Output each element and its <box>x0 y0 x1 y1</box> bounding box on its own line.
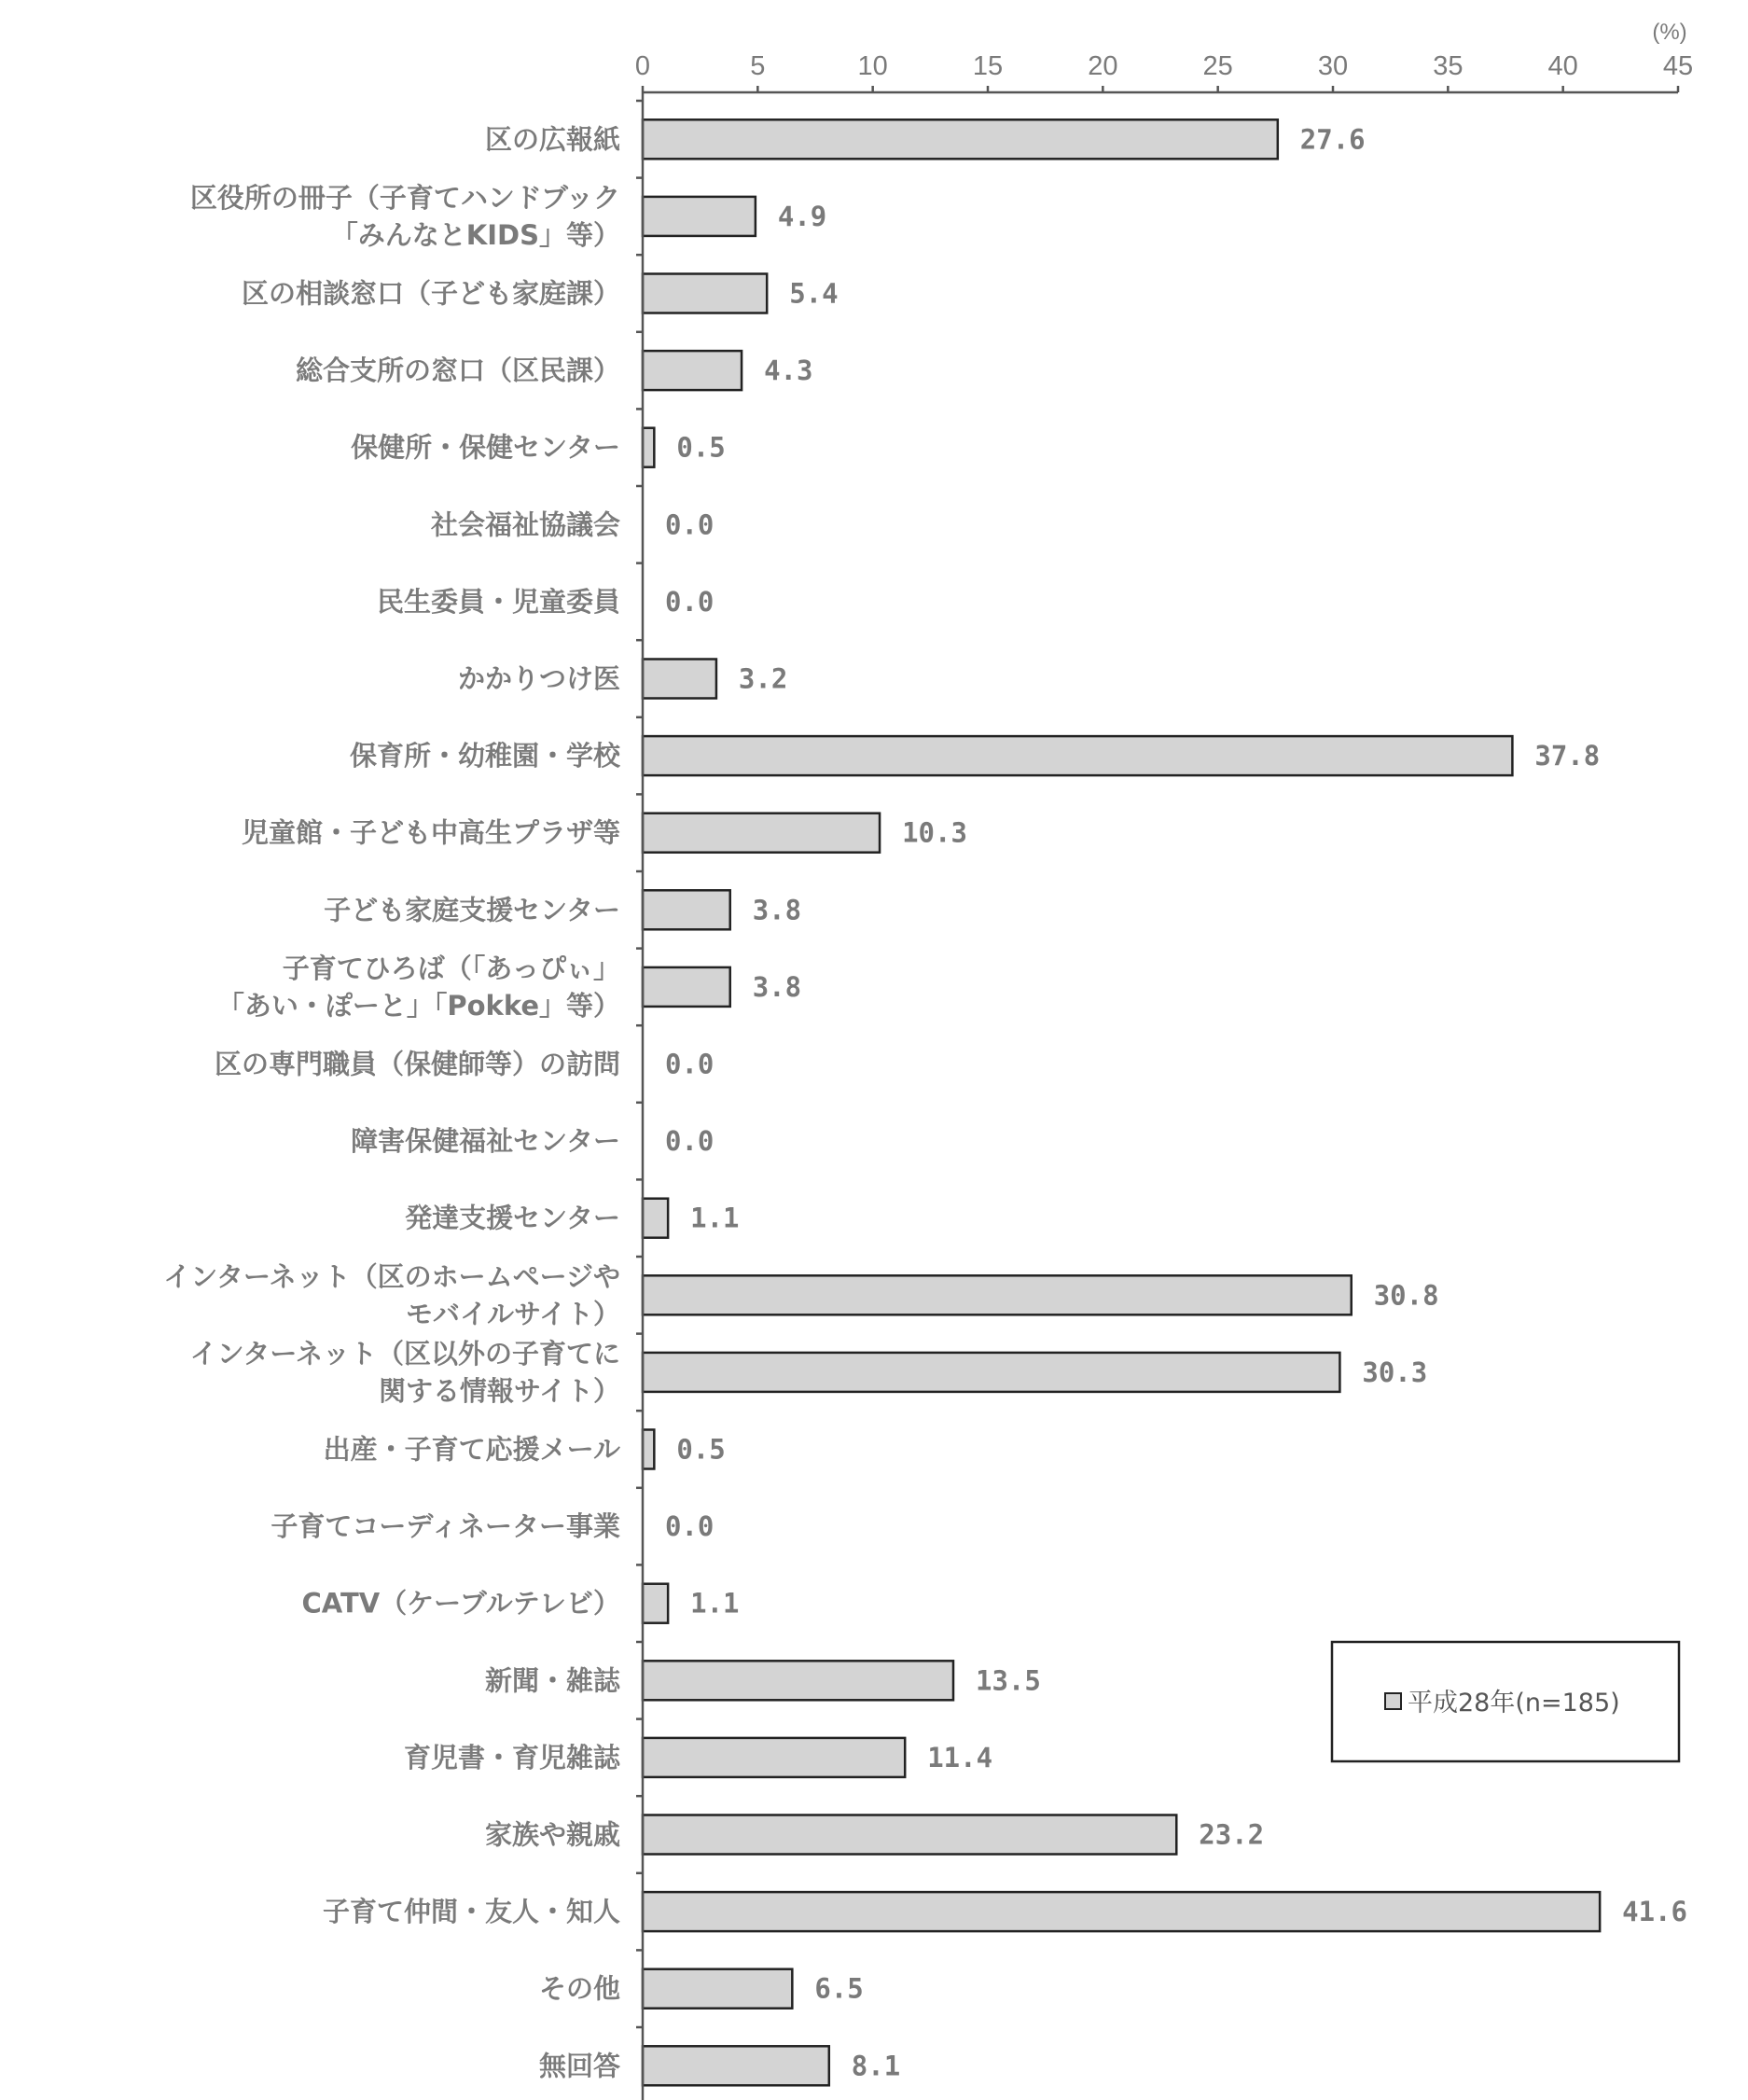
bar <box>643 890 730 929</box>
value-label: 0.0 <box>665 1048 714 1080</box>
category-label: 区の専門職員（保健師等）の訪問 <box>214 1048 620 1080</box>
bar <box>643 1738 905 1777</box>
value-label: 13.5 <box>976 1664 1041 1697</box>
category-label: 家族や親戚 <box>484 1818 620 1851</box>
category-label: 民生委員・児童委員 <box>376 585 620 618</box>
value-label: 30.3 <box>1362 1356 1428 1388</box>
x-tick-label: 45 <box>1662 51 1694 81</box>
category-label: モバイルサイト） <box>406 1298 620 1330</box>
bar <box>643 197 756 236</box>
x-tick-label: 30 <box>1317 51 1349 81</box>
bar <box>643 351 742 390</box>
category-label: 子育てコーディネーター事業 <box>271 1510 620 1543</box>
x-tick-label: 20 <box>1088 51 1118 81</box>
value-label: 27.6 <box>1299 123 1366 156</box>
bar <box>643 1275 1352 1314</box>
category-label: 区の相談窓口（子ども家庭課） <box>241 277 620 310</box>
legend-swatch <box>1385 1693 1401 1709</box>
x-tick-label: 0 <box>634 51 651 81</box>
bar <box>643 1199 668 1238</box>
category-label: 育児書・育児雑誌 <box>403 1741 620 1773</box>
bar <box>643 1892 1600 1931</box>
category-label: CATV（ケーブルテレビ） <box>301 1587 620 1620</box>
bar <box>643 814 880 853</box>
value-label: 41.6 <box>1622 1896 1687 1928</box>
value-label: 0.0 <box>665 585 714 618</box>
category-label: 社会福祉協議会 <box>430 508 620 541</box>
bar <box>643 660 716 699</box>
category-label: その他 <box>538 1972 620 2005</box>
bar <box>643 428 654 467</box>
x-axis-ticks <box>635 51 1693 92</box>
value-label: 1.1 <box>690 1202 740 1234</box>
bar <box>643 967 730 1007</box>
category-label: 関する情報サイト） <box>379 1374 620 1407</box>
bar <box>643 1430 654 1469</box>
category-label: 区の広報紙 <box>484 123 620 156</box>
value-label: 3.2 <box>738 662 788 695</box>
x-tick-label: 15 <box>972 51 1004 81</box>
bars <box>636 101 1600 2085</box>
category-label: 児童館・子ども中高生プラザ等 <box>241 816 620 849</box>
value-label: 1.1 <box>690 1587 740 1620</box>
category-label: インターネット（区以外の子育てに <box>189 1337 620 1370</box>
value-label: 0.5 <box>676 1433 726 1466</box>
x-tick-label: 40 <box>1547 51 1578 81</box>
category-label: かかりつけ医 <box>457 662 620 695</box>
bar <box>643 736 1512 775</box>
category-label: インターネット（区のホームページや <box>163 1260 620 1293</box>
value-labels <box>665 123 1687 2081</box>
value-label: 3.8 <box>752 970 802 1003</box>
unit-label: (%) <box>1652 20 1687 45</box>
legend <box>1332 1642 1679 1761</box>
category-labels <box>163 123 621 2081</box>
category-label: 「あい・ぽーと」「Pokke」等） <box>216 989 620 1022</box>
x-tick-label: 5 <box>750 51 766 81</box>
category-label: 発達支援センター <box>405 1202 620 1234</box>
category-label: 新聞・雑誌 <box>484 1664 620 1697</box>
value-label: 6.5 <box>814 1972 864 2005</box>
category-label: 障害保健福祉センター <box>351 1125 620 1158</box>
bar <box>643 1584 668 1623</box>
value-label: 0.0 <box>665 1125 714 1158</box>
value-label: 37.8 <box>1534 740 1601 772</box>
value-label: 0.0 <box>665 508 714 541</box>
value-label: 8.1 <box>851 2050 901 2082</box>
bar <box>643 1969 792 2009</box>
value-label: 30.8 <box>1373 1279 1439 1312</box>
category-label: 無回答 <box>538 2050 620 2082</box>
value-label: 4.9 <box>777 200 827 232</box>
category-label: 子育て仲間・友人・知人 <box>322 1896 620 1928</box>
category-label: 区役所の冊子（子育てハンドブック <box>189 181 620 214</box>
category-label: 保育所・幼稚園・学校 <box>349 740 620 772</box>
legend-label: 平成28年(n=185) <box>1408 1689 1620 1718</box>
bar <box>643 1815 1176 1855</box>
value-label: 4.3 <box>764 355 813 387</box>
value-label: 3.8 <box>752 894 802 926</box>
x-tick-label: 10 <box>857 51 888 81</box>
category-label: 「みんなとKIDS」等） <box>330 218 620 251</box>
bar <box>643 1353 1339 1392</box>
value-label: 0.0 <box>665 1510 714 1543</box>
bar <box>643 274 767 313</box>
bar <box>643 119 1278 159</box>
category-label: 総合支所の窓口（区民課） <box>295 355 620 387</box>
value-label: 0.5 <box>676 431 726 464</box>
value-label: 10.3 <box>902 816 967 849</box>
category-label: 子ども家庭支援センター <box>324 894 620 926</box>
category-label: 保健所・保健センター <box>351 431 620 464</box>
value-label: 5.4 <box>789 277 839 310</box>
category-label: 子育てひろば（「あっぴぃ」 <box>282 952 620 984</box>
category-label: 出産・子育て応援メール <box>323 1433 620 1466</box>
bar <box>643 2046 829 2085</box>
x-tick-label: 35 <box>1433 51 1464 81</box>
value-label: 11.4 <box>927 1741 993 1773</box>
value-label: 23.2 <box>1199 1818 1265 1851</box>
x-tick-label: 25 <box>1202 51 1233 81</box>
bar <box>643 1661 953 1700</box>
